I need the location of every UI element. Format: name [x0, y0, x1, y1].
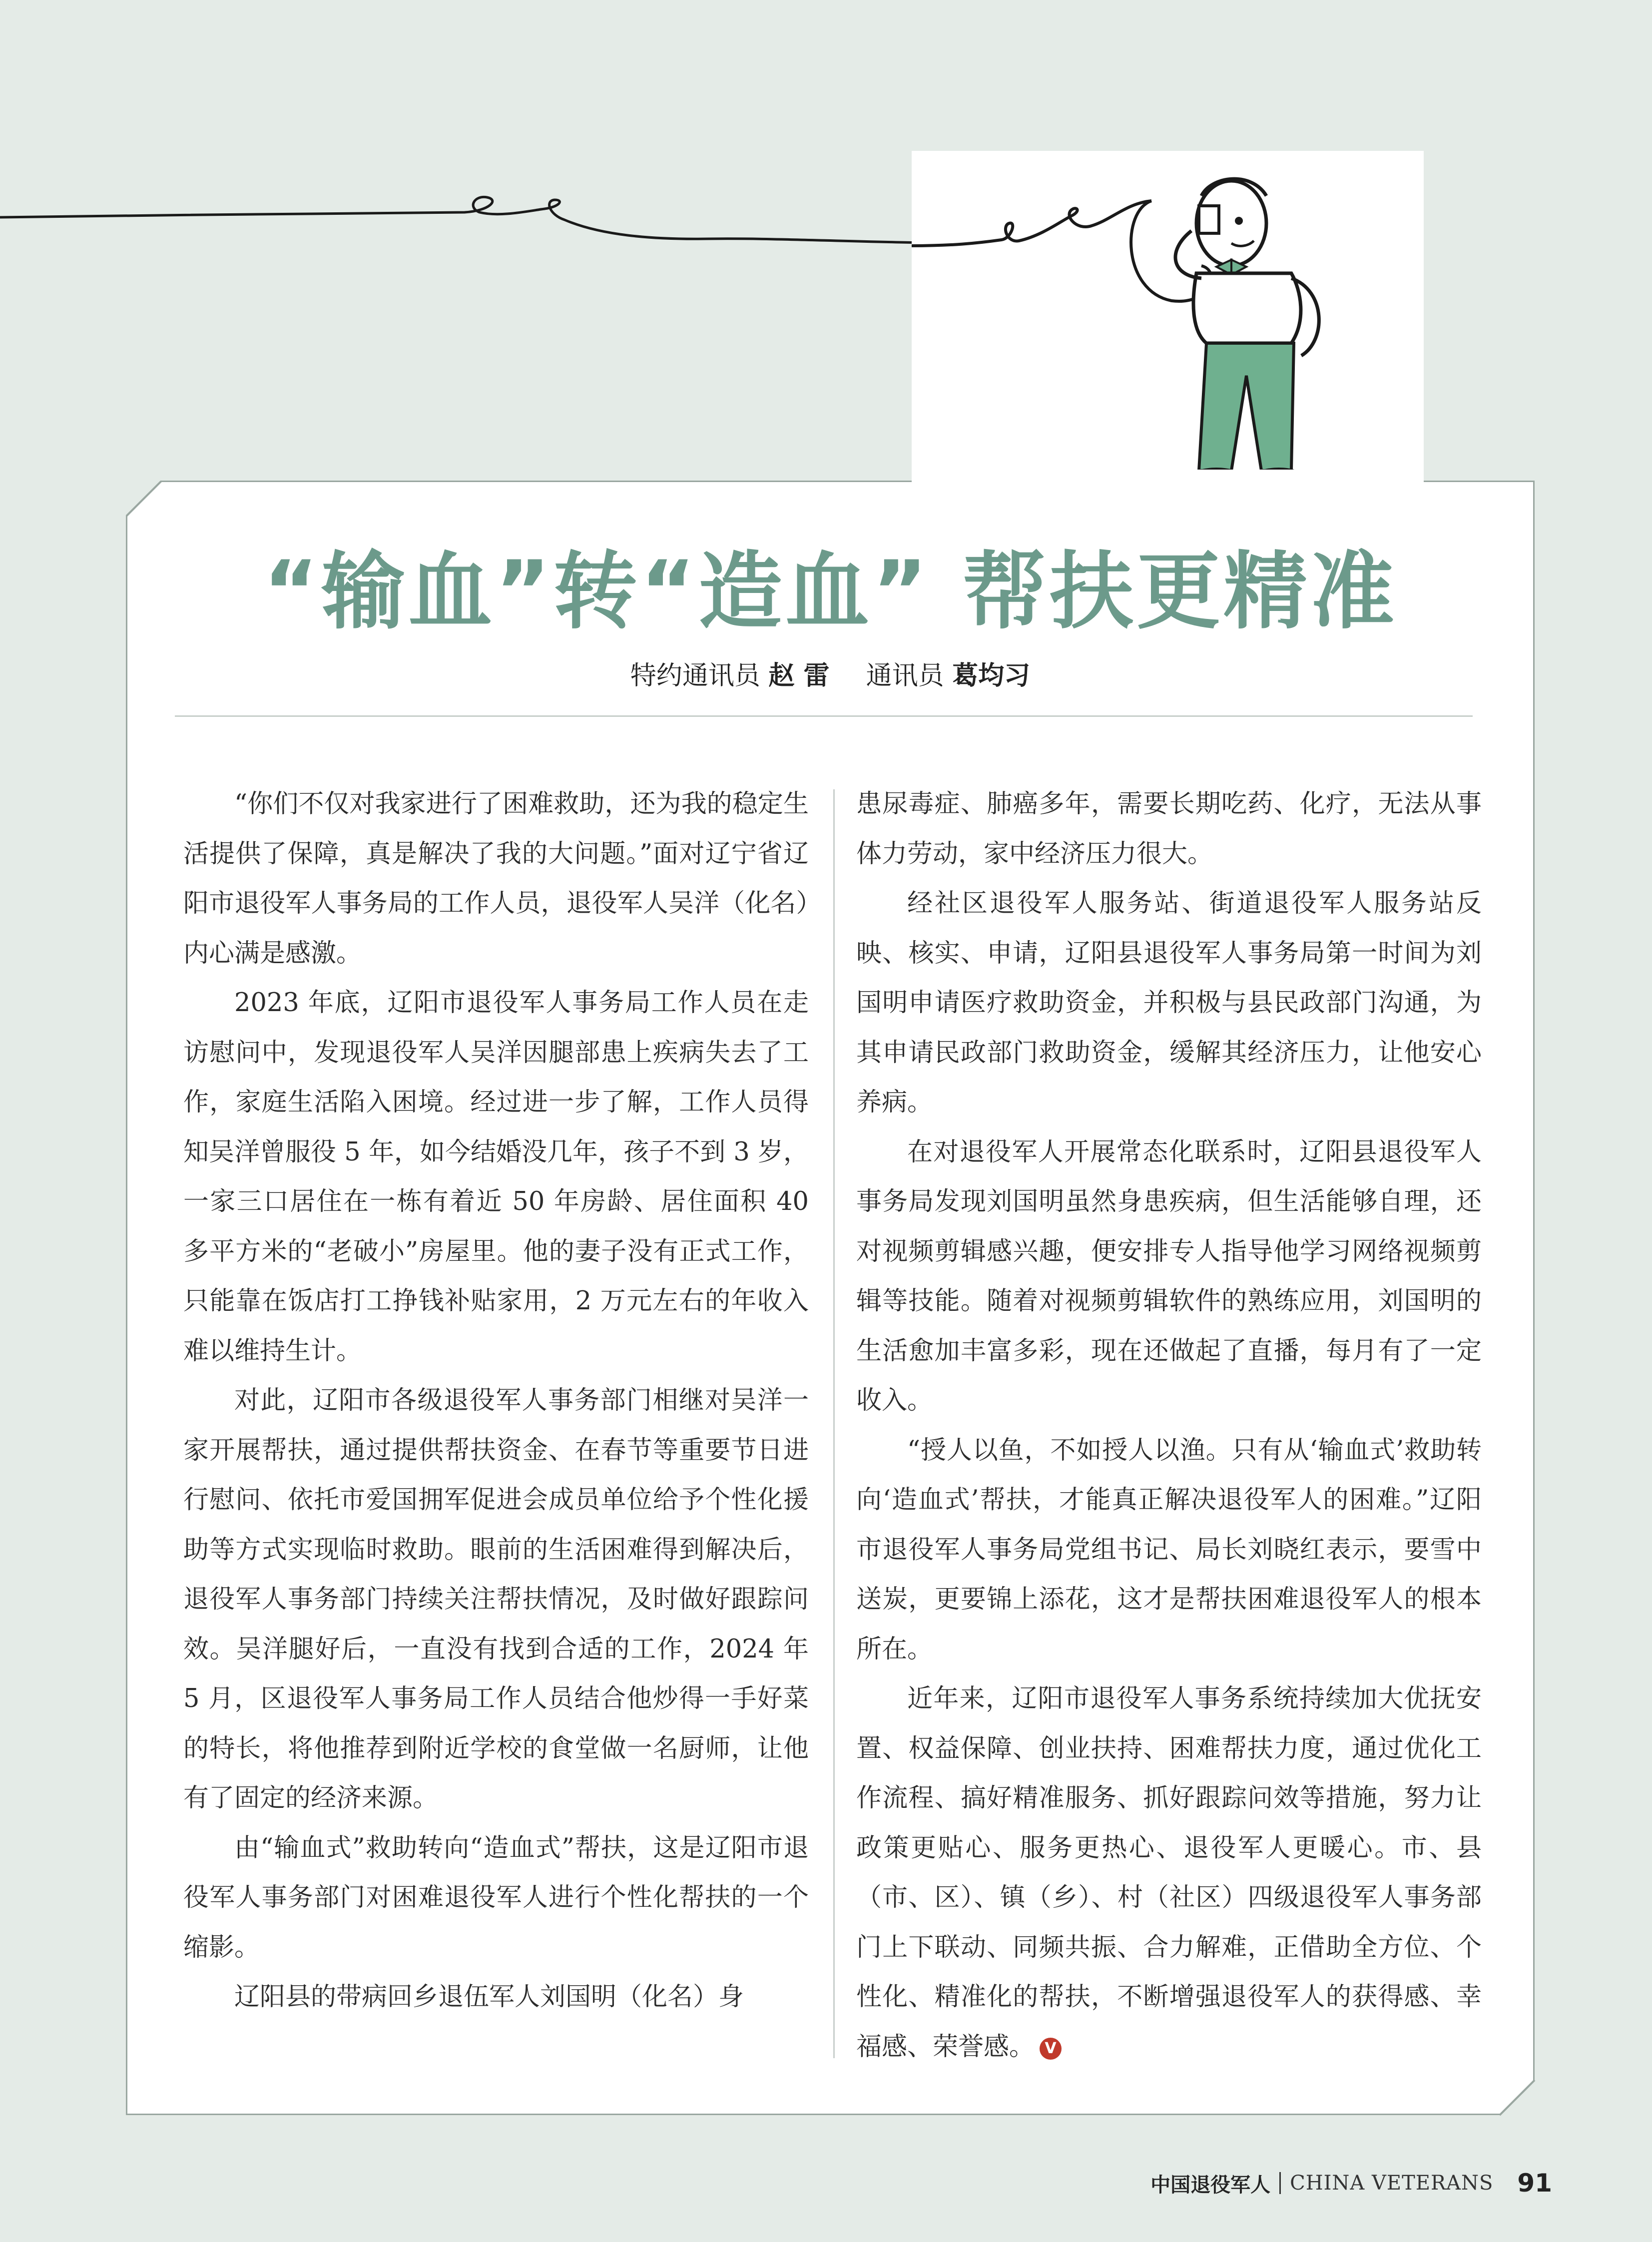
paragraph: 在对退役军人开展常态化联系时，辽阳县退役军人事务局发现刘国明虽然身患疾病，但生活能够自理，还对视频剪辑感兴趣，便安排专人指导他学习网络视频剪辑等技能。随着对视频剪辑软件的熟练应用，刘国明的生活愈加丰富多彩，现在还做起了直播，每月有了一定收入。	[856, 1137, 1482, 1415]
panel-corner-top-left	[126, 481, 166, 521]
article-title: “输血”转“造血” 帮扶更精准	[263, 543, 1398, 640]
byline-role-2: 通讯员	[866, 661, 944, 691]
illustration-man-with-phone	[912, 151, 1424, 491]
panel-corner-bottom-right	[1496, 2076, 1536, 2116]
page-footer	[1150, 2166, 1552, 2201]
magazine-name-en: CHINA VETERANS	[1290, 2172, 1494, 2195]
illustration-overlap	[912, 470, 1424, 495]
magazine-name-cn: 中国退役军人	[1150, 2173, 1271, 2197]
paragraph: “你们不仅对我家进行了困难救助，还为我的稳定生活提供了保障，真是解决了我的大问题。”面对辽宁省辽阳市退役军人事务局的工作人员，退役军人吴洋（化名）内心满是感激。	[183, 789, 809, 968]
paragraph-last	[856, 1674, 1482, 2072]
byline	[126, 654, 1535, 692]
paragraph: “授人以鱼，不如授人以渔。只有从‘输血式’救助转向‘造血式’帮扶，才能真正解决退役军人的困难。”辽阳市退役军人事务局党组书记、局长刘晓红表示，要雪中送炭，更要锦上添花，这才是帮扶困难退役军人的根本所在。	[856, 1435, 1482, 1664]
paragraph: 2023 年底，辽阳市退役军人事务局工作人员在走访慰问中，发现退役军人吴洋因腿部患上疾病失去了工作，家庭生活陷入困境。经过进一步了解，工作人员得知吴洋曾服役 5 年，如今结婚没几年，孩子不到 3 岁，一家三口居住在一栋有着近 50 年房龄、居住面积 40 多平方米的“老破小”房屋里。他的妻子没有正式工作，只能靠在饭店打工挣钱补贴家用，2 万元左右的年收入难以维持生计。	[183, 988, 809, 1366]
footer-separator	[1279, 2172, 1281, 2194]
title-divider	[175, 715, 1473, 717]
last-paragraph-text: 近年来，辽阳市退役军人事务系统持续加大优抚安置、权益保障、创业扶持、困难帮扶力度，通过优化工作流程、搞好精准服务、抓好跟踪问效等措施，努力让政策更贴心、服务更热心、退役军人更暖心。市、县（市、区）、镇（乡）、村（社区）四级退役军人事务部门上下联动、同频共振、合力解难，正借助全方位、个性化、精准化的帮扶，不断增强退役军人的获得感、幸福感、荣誉感。	[856, 1684, 1482, 2062]
man-illustration-icon	[912, 151, 1424, 491]
end-mark-icon: V	[1040, 2038, 1062, 2060]
paragraph: 经社区退役军人服务站、街道退役军人服务站反映、核实、申请，辽阳县退役军人事务局第一时间为刘国明申请医疗救助资金，并积极与县民政部门沟通，为其申请民政部门救助资金，缓解其经济压力，让他安心养病。	[856, 889, 1482, 1117]
column-divider	[833, 789, 835, 2058]
right-column	[856, 779, 1482, 2072]
byline-name-2: 葛均习	[952, 661, 1031, 691]
paragraph-continuation: 患尿毒症、肺癌多年，需要长期吃药、化疗，无法从事体力劳动，家中经济压力很大。	[856, 789, 1482, 869]
paragraph: 由“输血式”救助转向“造血式”帮扶，这是辽阳市退役军人事务部门对困难退役军人进行个性化帮扶的一个缩影。	[183, 1833, 809, 1962]
page-number: 91	[1517, 2169, 1552, 2198]
paragraph: 对此，辽阳市各级退役军人事务部门相继对吴洋一家开展帮扶，通过提供帮扶资金、在春节等重要节日进行慰问、依托市爱国拥军促进会成员单位给予个性化援助等方式实现临时救助。眼前的生活困难得到解决后，退役军人事务部门持续关注帮扶情况，及时做好跟踪问效。吴洋腿好后，一直没有找到合适的工作，2024 年 5 月，区退役军人事务局工作人员结合他炒得一手好菜的特长，将他推荐到附近学校的食堂做一名厨师，让他有了固定的经济来源。	[183, 1386, 809, 1813]
byline-role-1: 特约通讯员	[630, 661, 760, 691]
paragraph: 辽阳县的带病回乡退伍军人刘国明（化名）身	[234, 1982, 744, 2012]
left-column	[183, 779, 809, 2022]
byline-name-1: 赵 雷	[768, 661, 830, 691]
